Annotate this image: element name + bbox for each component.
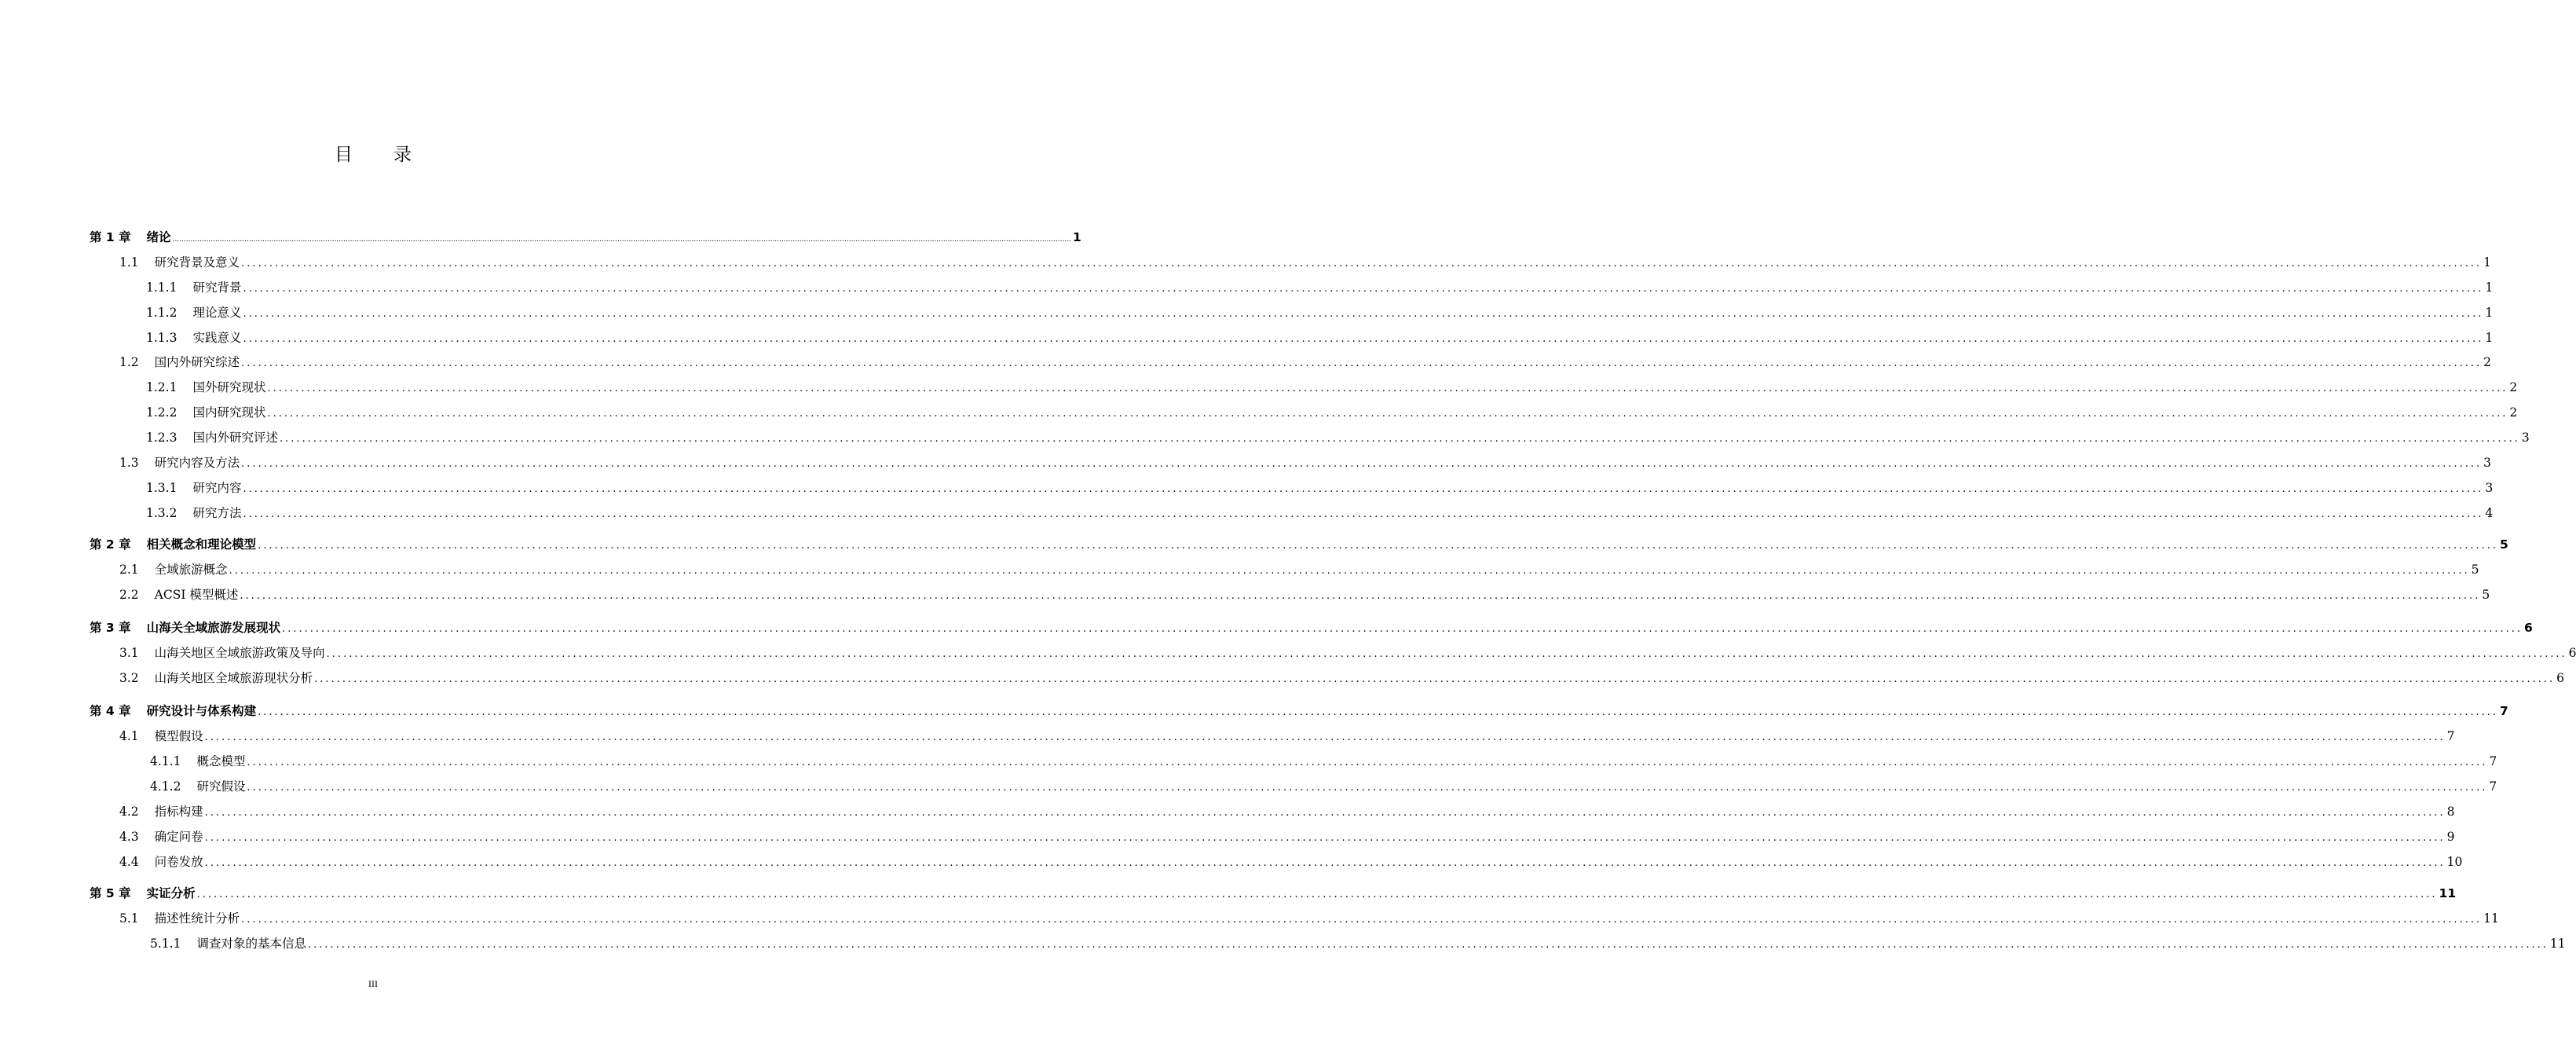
toc-entry-label: 描述性统计分析 xyxy=(154,911,240,926)
toc-leader-dots: ................................................................................................................................................................................................................................................................................................................................................................................................................ xyxy=(204,832,2446,844)
toc-leader-dots: ................................................................................................................................................................................................................................................................................................................................................................................................................ xyxy=(241,458,2483,470)
toc-entry-page: 10 xyxy=(2446,855,2463,869)
toc-entry-page: 5 xyxy=(2500,537,2508,552)
toc-entry-label: 研究假设 xyxy=(196,779,246,794)
toc-entry-label: 国内研究现状 xyxy=(192,405,266,420)
toc-entry[interactable] xyxy=(119,802,2455,821)
toc-entry-page: 11 xyxy=(2439,886,2457,900)
toc-entry-label: 山海关全域旅游发展现状 xyxy=(146,621,281,635)
toc-entry-page: 2 xyxy=(2483,355,2491,369)
toc-entry-label: 确定问卷 xyxy=(154,830,203,844)
toc-leader-dots: ................................................................................................................................................................................................................................................................................................................................................................................................................ xyxy=(241,258,2483,270)
toc-entry-number: 1.2.2 xyxy=(146,405,177,420)
toc-entry-page: 11 xyxy=(2483,911,2499,926)
toc-leader-dots: ................................................................................................................................................................................................................................................................................................................................................................................................................ xyxy=(243,508,2484,520)
toc-entry-label: 研究背景 xyxy=(192,280,242,295)
toc-entry-page: 3 xyxy=(2521,431,2530,445)
toc-entry[interactable] xyxy=(90,702,2508,720)
toc-entry-number: 第 2 章 xyxy=(90,537,131,552)
toc-entry[interactable] xyxy=(150,934,2566,953)
toc-entry-number: 4.1.2 xyxy=(150,779,181,794)
toc-entry-page: 5 xyxy=(2471,563,2479,577)
toc-entry[interactable] xyxy=(119,827,2455,846)
toc-entry-label: 研究背景及意义 xyxy=(154,255,240,270)
toc-entry-label: 相关概念和理论模型 xyxy=(146,537,257,552)
title-char-1: 目 xyxy=(335,145,353,165)
toc-leader-dots: ................................................................................................................................................................................................................................................................................................................................................................................................................ xyxy=(243,333,2484,345)
toc-entry-page: 7 xyxy=(2489,779,2497,794)
toc-entry[interactable] xyxy=(119,727,2455,746)
toc-entry-number: 4.1 xyxy=(119,729,139,743)
toc-entry-page: 6 xyxy=(2524,621,2533,635)
toc-leader-dots: ................................................................................................................................................................................................................................................................................................................................................................................................................ xyxy=(247,757,2488,768)
toc-entry[interactable] xyxy=(146,328,2494,347)
page-title xyxy=(0,140,746,166)
toc-entry-label: 问卷发放 xyxy=(154,855,203,869)
toc-entry[interactable] xyxy=(90,228,1081,247)
toc-entry-label: 指标构建 xyxy=(154,805,203,819)
toc-leader-dots: ................................................................................................................................................................................................................................................................................................................................................................................................................ xyxy=(243,308,2484,320)
toc-entry-number: 3.1 xyxy=(119,646,139,660)
toc-entry[interactable] xyxy=(90,618,2533,637)
toc-leader-dots: ................................................................................................................................................................................................................................................................................................................................................................................................................ xyxy=(172,236,1071,244)
toc-entry[interactable] xyxy=(146,478,2494,497)
toc-entry[interactable] xyxy=(146,428,2530,447)
toc-entry-number: 第 3 章 xyxy=(90,621,131,635)
toc-leader-dots: ................................................................................................................................................................................................................................................................................................................................................................................................................ xyxy=(267,408,2508,420)
toc-entry-number: 1.2 xyxy=(119,355,139,369)
toc-leader-dots: ................................................................................................................................................................................................................................................................................................................................................................................................................ xyxy=(204,732,2446,743)
toc-entry-label: 山海关地区全域旅游现状分析 xyxy=(154,671,313,685)
toc-entry-number: 1.2.1 xyxy=(146,380,177,394)
toc-entry-page: 8 xyxy=(2446,805,2455,819)
toc-entry-label: 国内外研究评述 xyxy=(192,431,278,445)
toc-leader-dots: ................................................................................................................................................................................................................................................................................................................................................................................................................ xyxy=(204,857,2446,869)
toc-entry-label: 研究方法 xyxy=(192,506,242,520)
toc-entry-label: 山海关地区全域旅游政策及导向 xyxy=(154,646,325,660)
toc-entry-number: 2.1 xyxy=(119,563,139,577)
toc-leader-dots: ................................................................................................................................................................................................................................................................................................................................................................................................................ xyxy=(243,283,2484,295)
toc-entry-number: 5.1.1 xyxy=(150,937,181,951)
toc-leader-dots: ................................................................................................................................................................................................................................................................................................................................................................................................................ xyxy=(243,483,2484,495)
toc-entry-number: 1.3 xyxy=(119,456,139,470)
toc-entry-number: 第 5 章 xyxy=(90,886,131,900)
toc-entry[interactable] xyxy=(119,852,2463,871)
toc-entry-label: 国内外研究综述 xyxy=(154,355,240,369)
toc-leader-dots: ................................................................................................................................................................................................................................................................................................................................................................................................................ xyxy=(204,807,2446,819)
toc-entry-label: 模型假设 xyxy=(154,729,203,743)
toc-entry-label: 全域旅游概念 xyxy=(154,563,228,577)
toc-entry-page: 1 xyxy=(2485,280,2494,295)
toc-entry-number: 1.3.1 xyxy=(146,481,177,495)
toc-entry-number: 4.1.1 xyxy=(150,754,181,768)
toc-entry[interactable] xyxy=(119,585,2490,604)
toc-entry[interactable] xyxy=(146,278,2494,297)
toc-entry-number: 4.4 xyxy=(119,855,139,869)
toc-entry[interactable] xyxy=(146,403,2518,422)
toc-entry-page: 1 xyxy=(2485,306,2494,320)
toc-leader-dots: ................................................................................................................................................................................................................................................................................................................................................................................................................ xyxy=(258,540,2499,552)
toc-entry-label: 实践意义 xyxy=(192,331,242,345)
toc-leader-dots: ................................................................................................................................................................................................................................................................................................................................................................................................................ xyxy=(307,939,2549,951)
toc-entry[interactable] xyxy=(119,909,2499,928)
toc-entry-page: 9 xyxy=(2446,830,2455,844)
toc-entry-number: 4.3 xyxy=(119,830,139,844)
toc-entry-label: 概念模型 xyxy=(196,754,246,768)
toc-entry-page: 2 xyxy=(2509,405,2518,420)
toc-leader-dots: ................................................................................................................................................................................................................................................................................................................................................................................................................ xyxy=(196,889,2438,900)
toc-leader-dots: ................................................................................................................................................................................................................................................................................................................................................................................................................ xyxy=(279,433,2520,445)
toc-entry-page: 5 xyxy=(2482,588,2490,602)
toc-entry[interactable] xyxy=(119,253,2491,272)
title-char-2: 录 xyxy=(393,145,412,165)
toc-entry-label: 研究设计与体系构建 xyxy=(146,704,257,718)
toc-leader-dots: ................................................................................................................................................................................................................................................................................................................................................................................................................ xyxy=(241,914,2483,926)
toc-entry-page: 7 xyxy=(2489,754,2497,768)
toc-entry-number: 4.2 xyxy=(119,805,139,819)
toc-entry-page: 6 xyxy=(2568,646,2576,660)
toc-entry-page: 6 xyxy=(2556,671,2564,685)
toc-entry-page: 1 xyxy=(2483,255,2491,270)
toc-leader-dots: ................................................................................................................................................................................................................................................................................................................................................................................................................ xyxy=(267,383,2508,394)
toc-entry[interactable] xyxy=(119,453,2491,472)
toc-leader-dots: ................................................................................................................................................................................................................................................................................................................................................................................................................ xyxy=(247,782,2488,794)
toc-entry-number: 2.2 xyxy=(119,588,139,602)
toc-entry-page: 2 xyxy=(2509,380,2518,394)
toc-entry-number: 第 1 章 xyxy=(90,230,131,244)
toc-entry[interactable] xyxy=(90,884,2457,903)
toc-leader-dots: ................................................................................................................................................................................................................................................................................................................................................................................................................ xyxy=(240,590,2481,602)
toc-entry-number: 3.2 xyxy=(119,671,139,685)
toc-entry[interactable] xyxy=(146,303,2494,322)
toc-entry-number: 1.1.3 xyxy=(146,331,177,345)
toc-entry-number: 1.1.2 xyxy=(146,306,177,320)
toc-entry[interactable] xyxy=(146,504,2494,522)
toc-entry-page: 7 xyxy=(2500,704,2508,718)
toc-entry[interactable] xyxy=(119,560,2479,579)
toc-leader-dots: ................................................................................................................................................................................................................................................................................................................................................................................................................ xyxy=(229,565,2470,577)
toc-entry-label: 绪论 xyxy=(146,230,171,244)
toc-entry-label: 理论意义 xyxy=(192,306,242,320)
toc-entry-number: 5.1 xyxy=(119,911,139,926)
toc-entry-page: 11 xyxy=(2549,937,2566,951)
toc-entry-number: 1.3.2 xyxy=(146,506,177,520)
toc-entry[interactable] xyxy=(150,777,2497,796)
toc-entry[interactable] xyxy=(119,353,2491,372)
toc-entry-label: 调查对象的基本信息 xyxy=(196,937,306,951)
toc-entry[interactable] xyxy=(150,752,2497,771)
toc-entry-label: 研究内容及方法 xyxy=(154,456,240,470)
toc-entry[interactable] xyxy=(146,378,2518,397)
page-number: III xyxy=(368,978,378,989)
toc-entry-page: 4 xyxy=(2485,506,2494,520)
toc-leader-dots: ................................................................................................................................................................................................................................................................................................................................................................................................................ xyxy=(326,648,2567,660)
toc-entry-label: ACSI 模型概述 xyxy=(154,588,239,602)
toc-leader-dots: ................................................................................................................................................................................................................................................................................................................................................................................................................ xyxy=(241,358,2483,369)
toc-entry-label: 实证分析 xyxy=(146,886,196,900)
toc-entry-label: 研究内容 xyxy=(192,481,242,495)
toc-entry-number: 第 4 章 xyxy=(90,704,131,718)
toc-entry-number: 1.1.1 xyxy=(146,280,177,295)
toc-entry-label: 国外研究现状 xyxy=(192,380,266,394)
toc-entry[interactable] xyxy=(119,669,2564,688)
toc-entry-page: 7 xyxy=(2446,729,2455,743)
toc-leader-dots: ................................................................................................................................................................................................................................................................................................................................................................................................................ xyxy=(314,673,2556,685)
toc-leader-dots: ................................................................................................................................................................................................................................................................................................................................................................................................................ xyxy=(282,623,2523,635)
toc-entry-number: 1.1 xyxy=(119,255,139,270)
toc-entry[interactable] xyxy=(90,535,2508,554)
toc-entry-page: 3 xyxy=(2483,456,2491,470)
toc-entry[interactable] xyxy=(119,644,2576,662)
toc-entry-page: 1 xyxy=(1072,230,1081,244)
toc-entry-page: 1 xyxy=(2485,331,2494,345)
toc-leader-dots: ................................................................................................................................................................................................................................................................................................................................................................................................................ xyxy=(258,706,2499,718)
toc-entry-page: 3 xyxy=(2485,481,2494,495)
toc-entry-number: 1.2.3 xyxy=(146,431,177,445)
